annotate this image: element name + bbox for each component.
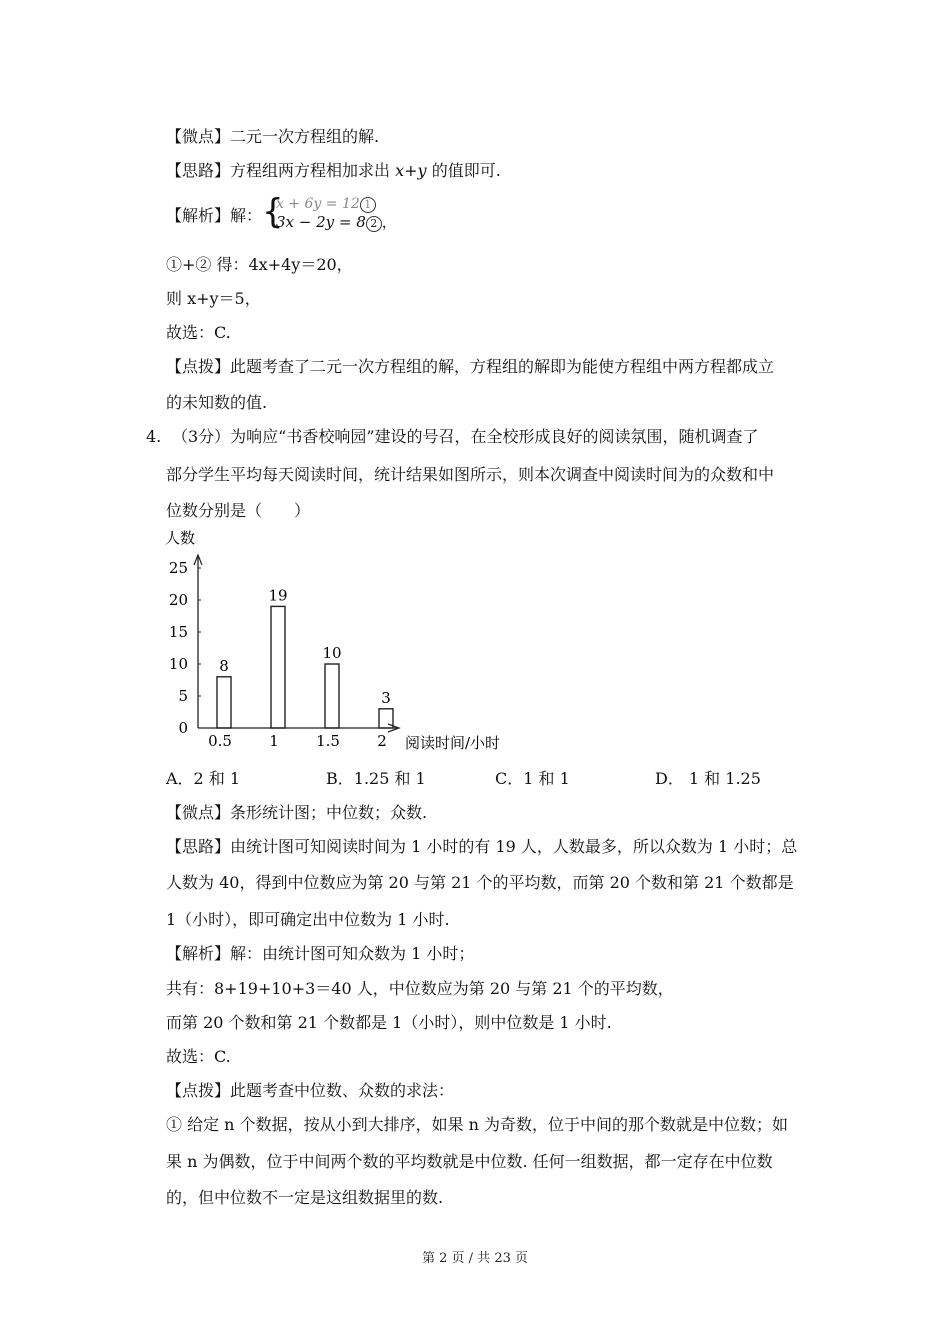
q3-step-1: ①+② 得：4x+4y＝20， [166,255,353,274]
bar [271,606,285,728]
y-tick-label: 5 [178,687,188,705]
q4-dianbo-line-1: 【点拨】此题考查中位数、众数的求法： [166,1081,455,1100]
q3-dianbo-line-2: 的未知数的值. [166,393,268,412]
option-b[interactable]: B．1.25 和 1 [326,769,426,788]
chart-xlabel: 阅读时间/小时 [405,734,501,752]
q4-silu-line-3: 1（小时），即可确定出中位数为 1 小时. [166,910,450,929]
q4-weidian-line: 【微点】条形统计图；中位数；众数. [166,803,428,822]
q4-jiexi-line-3: 而第 20 个数和第 21 个数都是 1（小时），则中位数是 1 小时. [166,1013,612,1032]
y-tick-label: 15 [168,623,188,641]
bar-value-label: 19 [268,586,288,605]
bar-value-label: 3 [381,688,391,707]
equation-2: 3x − 2y = 8 2 ， [276,213,397,231]
chart-ylabel: 人数 [165,529,196,547]
q3-jiexi-label: 【解析】解： [166,206,263,225]
q4-dianbo-line-2: ① 给定 n 个数据，按从小到大排序，如果 n 为奇数，位于中间的那个数就是中位数；如 [166,1115,789,1134]
q4-number: 4. [146,427,162,446]
bar-value-label: 8 [219,656,229,675]
q4-silu-line-1: 【思路】由统计图可知阅读时间为 1 小时的有 19 人，人数最多，所以众数为 1 小时；总 [166,837,798,856]
q4-jiexi-line-4: 故选：C. [166,1047,231,1066]
option-c[interactable]: C．1 和 1 [495,769,570,788]
q3-step-3: 故选：C. [166,323,231,342]
q3-dianbo-line-1: 【点拨】此题考查了二元一次方程组的解，方程组的解即为能使方程组中两方程都成立 [166,357,775,376]
y-tick-label: 25 [168,559,188,577]
equation-1: x + 6y = 12 1 [276,196,376,213]
y-tick-label: 10 [168,655,188,673]
bar-value-label: 10 [322,644,342,662]
q4-jiexi-line-2: 共有：8+19+10+3＝40 人，中位数应为第 20 与第 21 个的平均数， [166,979,674,998]
page-footer: 第 2 页 / 共 23 页 [422,1251,528,1266]
q4-dianbo-line-3: 果 n 为偶数，位于中间两个数的平均数就是中位数. 任何一组数据，都一定存在中位数 [166,1152,773,1171]
x-tick-label: 2 [377,732,387,750]
x-tick-label: 1.5 [316,732,340,750]
bar [325,664,339,728]
q3-silu-line: 【思路】方程组两方程相加求出 x+y 的值即可. [166,161,501,180]
x-tick-label: 1 [269,732,279,750]
q4-stem-1: （3分）为响应“书香校响园”建设的号召，在全校形成良好的阅读氛围，随机调查了 [172,427,759,446]
q3-weidian-line: 【微点】二元一次方程组的解. [166,127,380,146]
brace-icon: { [262,192,284,232]
y-tick-label: 20 [168,591,188,609]
y-tick-label: 0 [178,719,188,737]
q3-step-2: 则 x+y＝5， [166,289,261,308]
q4-stem-2: 部分学生平均每天阅读时间，统计结果如图所示，则本次调查中阅读时间为的众数和中 [166,465,775,484]
bar-chart [155,525,525,760]
q4-dianbo-line-4: 的，但中位数不一定是这组数据里的数. [166,1188,444,1207]
q4-jiexi-line-1: 【解析】解：由统计图可知众数为 1 小时； [166,944,475,963]
option-a[interactable]: A．2 和 1 [166,769,241,788]
bar [217,677,231,728]
q4-stem-3: 位数分别是（ ） [166,501,311,520]
x-tick-label: 0.5 [208,732,232,750]
q4-silu-line-2: 人数为 40，得到中位数应为第 20 与第 21 个的平均数，而第 20 个数和第 21 个数都是 [166,873,794,892]
option-d[interactable]: D． 1 和 1.25 [655,769,761,788]
